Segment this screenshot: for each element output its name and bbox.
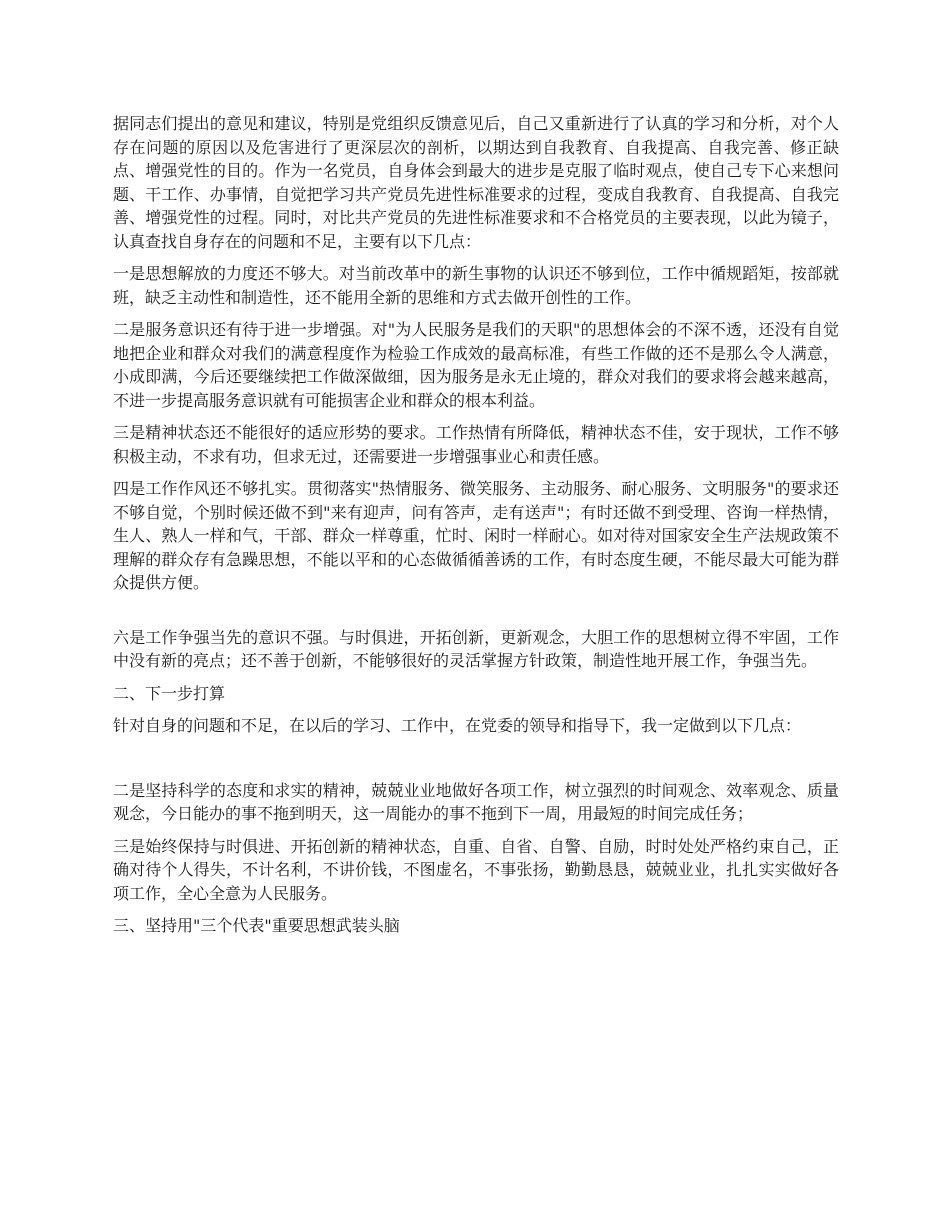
blank-space <box>113 747 839 779</box>
point-six-paragraph: 六是工作争强当先的意识不强。与时俱进，开拓创新，更新观念，大胆工作的思想树立得不牢固，工作中没有新的亮点；还不善于创新，不能够很好的灵活掌握方针政策，制造性地开展工作，争强当先。 <box>113 627 839 670</box>
point-two-paragraph: 二是服务意识还有待于进一步增强。对"为人民服务是我们的天职"的思想体会的不深不透，还没有自觉地把企业和群众对我们的满意程度作为检验工作成效的最高标准，有些工作做的还不是那么令人满意，小成即满，今后还要继续把工作做深做细，因为服务是永无止境的，群众对我们的要求将会越来越高，不进一步提高服务意识就有可能损害企业和群众的根本利益。 <box>113 320 839 410</box>
point-three-paragraph: 三是精神状态还不能很好的适应形势的要求。工作热情有所降低，精神状态不佳，安于现状，工作不够积极主动，不求有功，但求无过，还需要进一步增强事业心和责任感。 <box>113 423 839 466</box>
section-heading-three-represents: 三、坚持用"三个代表"重要思想武装头脑 <box>113 916 400 935</box>
intro-paragraph: 据同志们提出的意见和建议，特别是党组织反馈意见后，自己又重新进行了认真的学习和分析，对个人存在问题的原因以及危害进行了更深层次的剖析，以期达到自我教育、自我提高、自我完善、修正缺点、增强党性的目的。作为一名党员，自身体会到最大的进步是克服了临时观点，使自己专下心来想问题、干工作、办事情，自觉把学习共产党员先进性标准要求的过程，变成自我教育、自我提高、自我完善、增强党性的过程。同时，对比共产党员的先进性标准要求和不合格党员的主要表现，以此为镜子，认真查找自身存在的问题和不足，主要有以下几点： <box>113 114 839 251</box>
section-heading-next-steps: 二、下一步打算 <box>113 683 226 703</box>
next-steps-intro-paragraph: 针对自身的问题和不足，在以后的学习、工作中，在党委的领导和指导下，我一定做到以下几点： <box>113 716 802 735</box>
document-page <box>113 112 839 947</box>
point-one-paragraph: 一是思想解放的力度还不够大。对当前改革中的新生事物的认识还不够到位，工作中循规蹈矩，按部就班，缺乏主动性和制造性，还不能用全新的思维和方式去做开创性的工作。 <box>113 264 839 307</box>
plan-two-paragraph: 二是坚持科学的态度和求实的精神，兢兢业业地做好各项工作，树立强烈的时间观念、效率观念、质量观念，今日能办的事不拖到明天，这一周能办的事不拖到下一周，用最短的时间完成任务； <box>113 780 839 823</box>
blank-space <box>113 604 839 626</box>
plan-three-paragraph: 三是始终保持与时俱进、开拓创新的精神状态，自重、自省、自警、自励，时时处处严格约束自己，正确对待个人得失，不计名利，不讲价钱，不图虚名，不事张扬，勤勤恳恳，兢兢业业，扎扎实实做好各项工作，全心全意为人民服务。 <box>113 836 839 903</box>
point-four-paragraph: 四是工作作风还不够扎实。贯彻落实"热情服务、微笑服务、主动服务、耐心服务、文明服务"的要求还不够自觉，个别时候还做不到"来有迎声，问有答声，走有送声"；有时还做不到受理、咨询一样热情，生人、熟人一样和气，干部、群众一样尊重，忙时、闲时一样耐心。如对待对国家安全生产法规政策不理解的群众存有急躁思想，不能以平和的心态做循循善诱的工作，有时态度生硬，不能尽最大可能为群众提供方便。 <box>113 479 839 592</box>
